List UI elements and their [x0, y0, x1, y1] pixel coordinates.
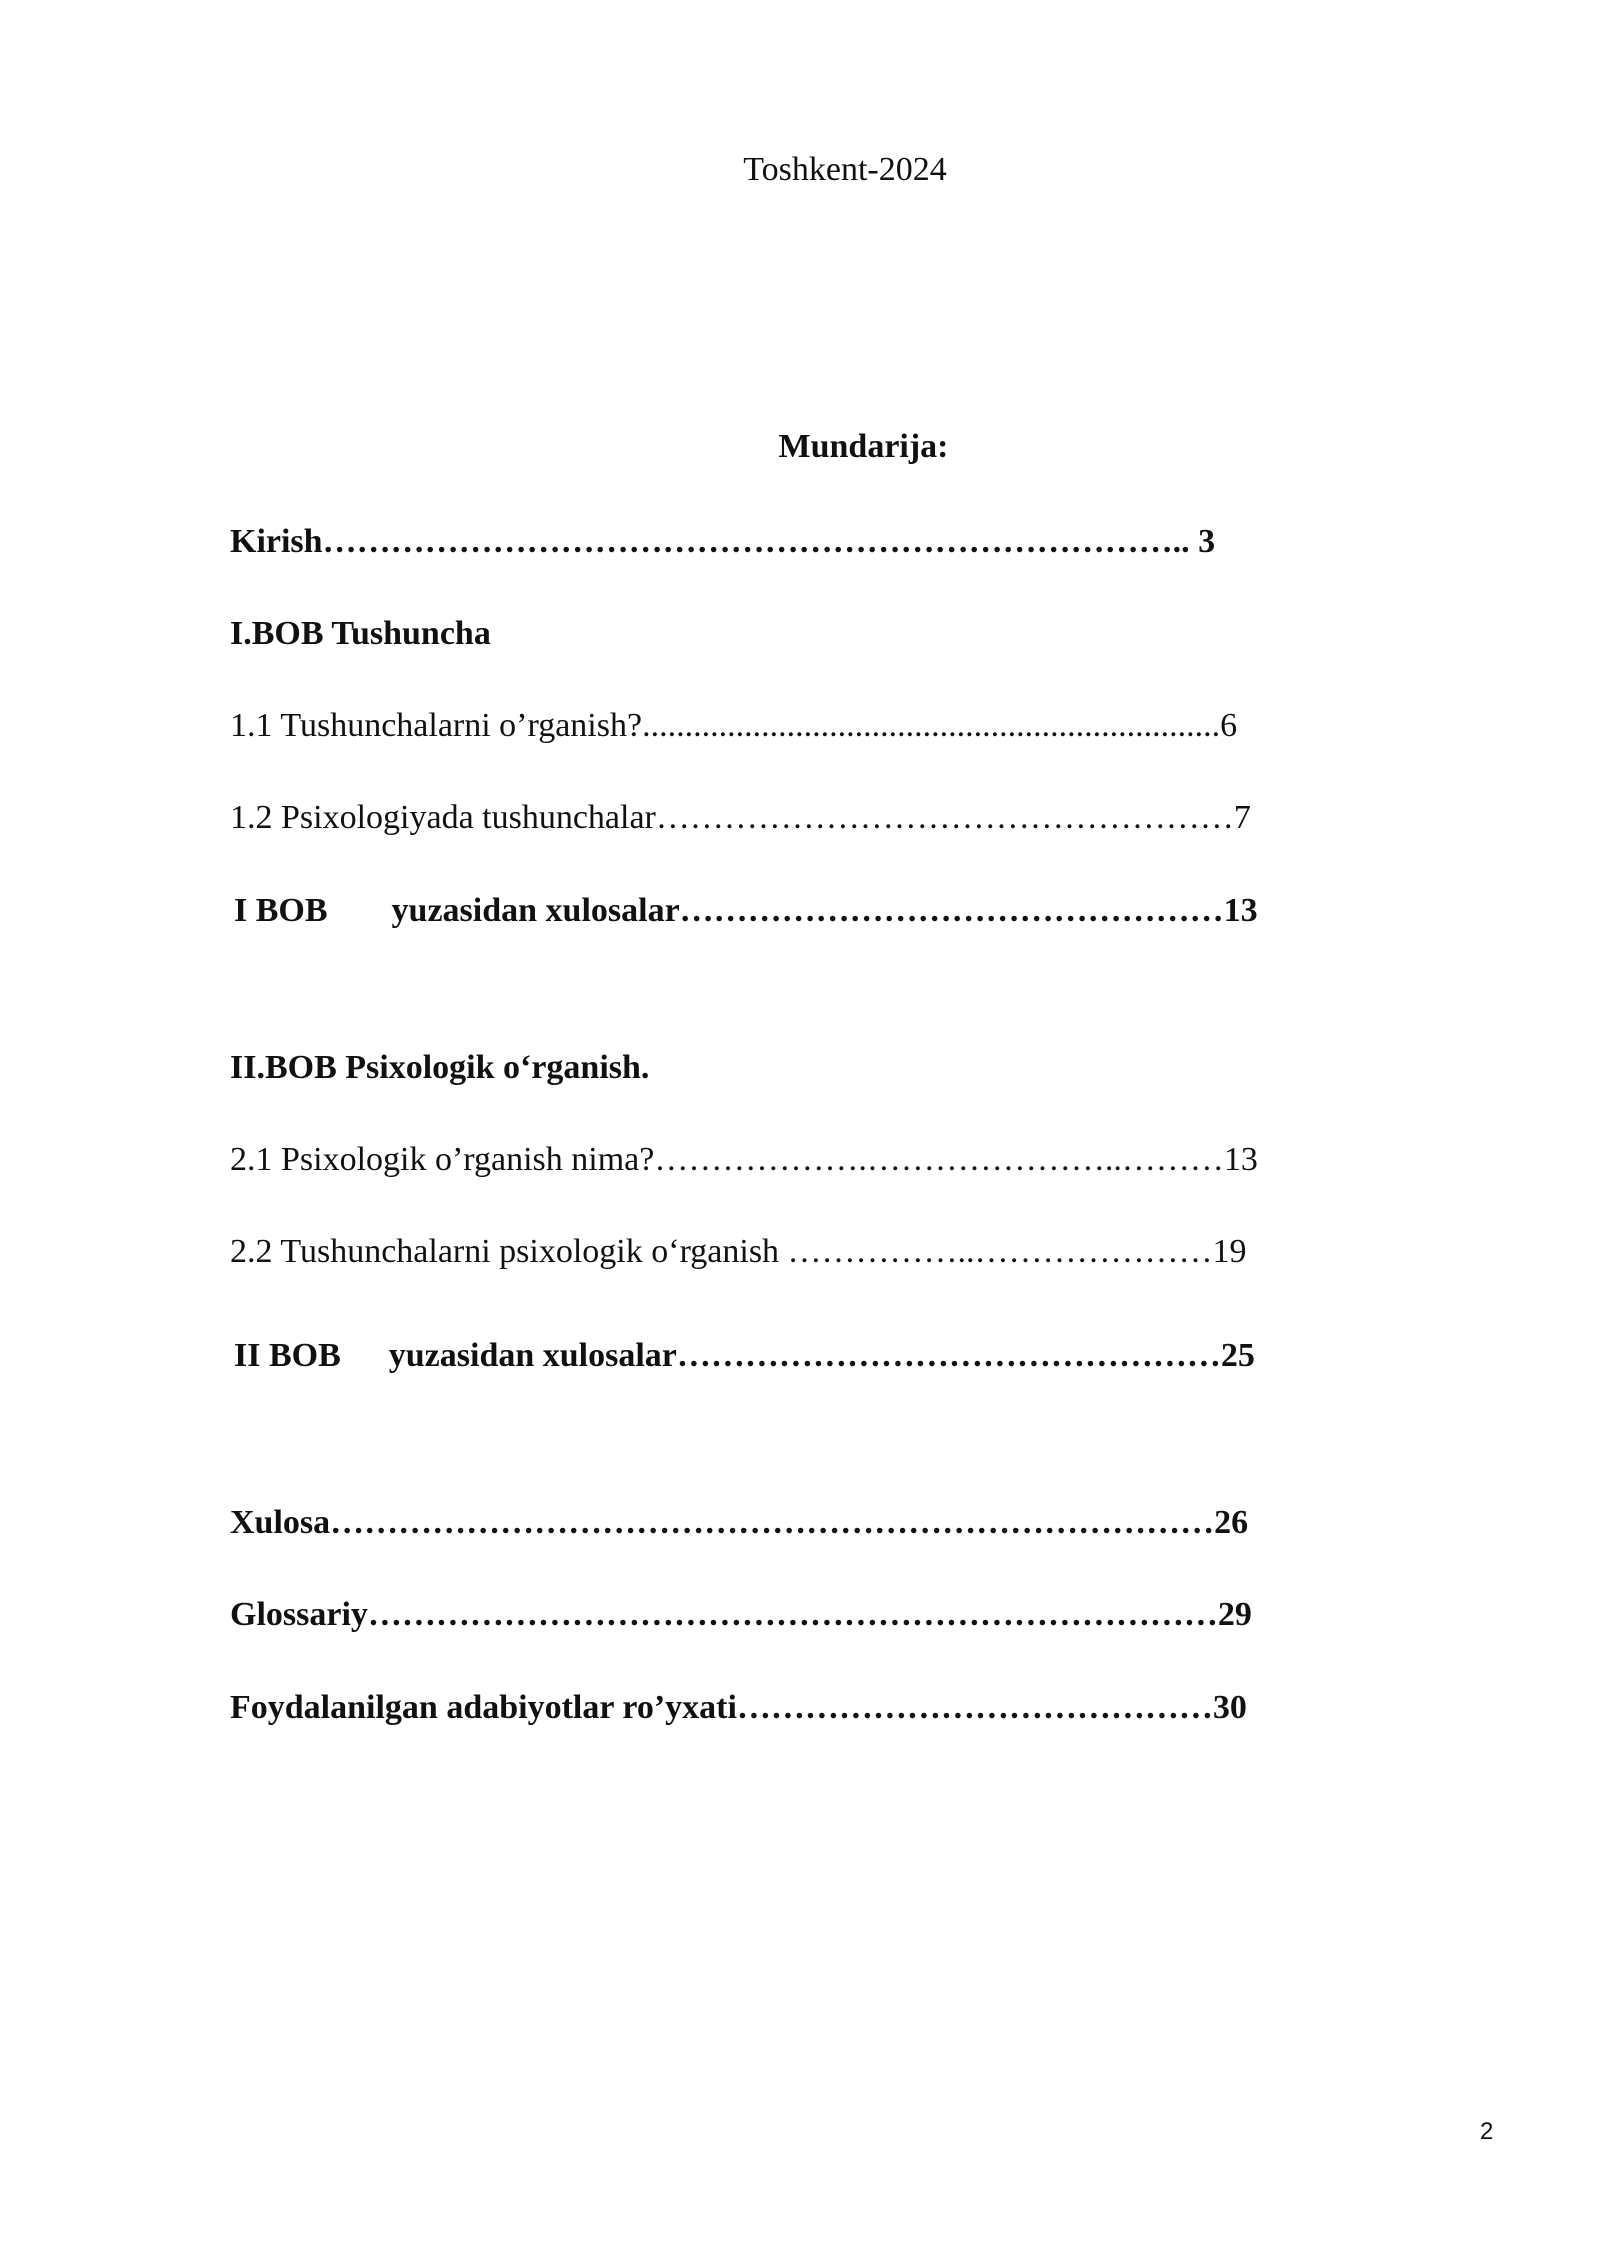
toc-title: Mundarija:: [778, 428, 949, 465]
toc-page-number: 26: [1214, 1504, 1249, 1541]
toc-entry-label: Glossariy: [230, 1596, 368, 1633]
toc-leader-dots: ……………………………………………………………………: [330, 1504, 1215, 1541]
toc-entry-label: 1.2 Psixologiyada tushunchalar: [230, 799, 656, 836]
toc-leader-dots: ....................................................................: [642, 707, 1221, 744]
toc-page-number: 19: [1212, 1233, 1247, 1270]
toc-entry-2-2: [230, 1232, 1247, 1272]
toc-leader-dots: ……………………………………: [736, 1689, 1213, 1726]
toc-entry-intro: [230, 522, 1215, 562]
toc-entry-label: Foydalanilgan adabiyotlar ro’yxati: [230, 1689, 737, 1726]
toc-leader-dots: ……………………………………………: [655, 799, 1234, 836]
toc-leader-dots: …………………………………………………………………: [367, 1596, 1218, 1633]
toc-chapter1-heading: I.BOB Tushuncha: [230, 615, 491, 652]
toc-page-number: 7: [1233, 799, 1251, 836]
toc-leader-dots: …………………………………………: [679, 892, 1224, 929]
toc-page-number: 29: [1217, 1596, 1252, 1633]
toc-entry-label: Xulosa: [230, 1504, 331, 1541]
toc-entry-prefix: II BOB: [234, 1337, 341, 1374]
toc-page-number: 30: [1212, 1689, 1247, 1726]
toc-leader-dots: …………………………………………………………………..: [322, 523, 1190, 560]
toc-chapter2-heading: II.BOB Psixologik o‘rganish.: [230, 1049, 650, 1086]
toc-entry-conclusion: [230, 1503, 1248, 1543]
toc-entry-references: [230, 1688, 1247, 1728]
toc-entry-chapter1-summary: [234, 891, 1258, 931]
toc-entry-2-1: [230, 1140, 1258, 1180]
toc-entry-label: yuzasidan xulosalar: [388, 1337, 677, 1374]
toc-entry-prefix: I BOB: [234, 892, 328, 929]
toc-entry-label: 2.1 Psixologik o’rganish nima?: [230, 1141, 655, 1178]
toc-page-number: 13: [1223, 892, 1258, 929]
toc-page-number: 13: [1223, 1141, 1258, 1178]
toc-entry-1-1: [230, 706, 1237, 746]
toc-entry-label: 1.1 Tushunchalarni o’rganish?: [230, 707, 643, 744]
toc-leader-dots: ……………..…………………: [787, 1233, 1213, 1270]
toc-leader-dots: ……………….…………………..………: [654, 1141, 1224, 1178]
toc-entry-label: Kirish: [230, 523, 323, 560]
toc-leader-dots: …………………………………………: [676, 1337, 1221, 1374]
toc-page-number: 3: [1189, 523, 1216, 560]
page-number: 2: [1480, 2118, 1494, 2145]
toc-page-number: 25: [1220, 1337, 1255, 1374]
toc-entry-label: yuzasidan xulosalar: [391, 892, 680, 929]
toc-entry-glossary: [230, 1595, 1252, 1635]
toc-entry-chapter2-summary: [234, 1336, 1255, 1376]
toc-entry-1-2: [230, 798, 1251, 838]
toc-entry-label: 2.2 Tushunchalarni psixologik o‘rganish: [230, 1233, 788, 1270]
city-year: Toshkent-2024: [743, 151, 947, 188]
toc-page-number: 6: [1220, 707, 1238, 744]
